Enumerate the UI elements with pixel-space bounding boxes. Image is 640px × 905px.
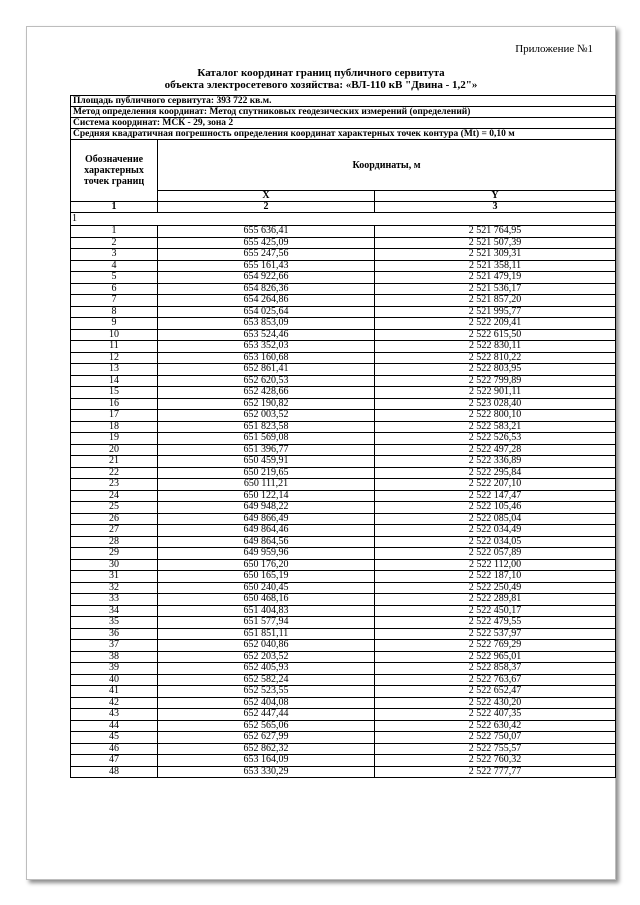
point-number: 22 bbox=[71, 467, 158, 479]
y-coordinate: 2 522 858,37 bbox=[375, 663, 616, 675]
table-row bbox=[71, 651, 616, 663]
point-number: 44 bbox=[71, 720, 158, 732]
x-coordinate: 655 161,43 bbox=[158, 260, 375, 272]
table-row bbox=[71, 755, 616, 767]
x-coordinate: 652 405,93 bbox=[158, 663, 375, 675]
x-coordinate: 652 203,52 bbox=[158, 651, 375, 663]
table-row bbox=[71, 306, 616, 318]
point-number: 48 bbox=[71, 766, 158, 778]
point-number: 12 bbox=[71, 352, 158, 364]
y-coordinate: 2 522 800,10 bbox=[375, 410, 616, 422]
table-row bbox=[71, 456, 616, 468]
point-number: 27 bbox=[71, 525, 158, 537]
y-coordinate: 2 522 057,89 bbox=[375, 548, 616, 560]
x-header: X bbox=[158, 191, 375, 202]
y-coordinate: 2 522 209,41 bbox=[375, 318, 616, 330]
table-row bbox=[71, 295, 616, 307]
x-coordinate: 649 864,56 bbox=[158, 536, 375, 548]
coordinate-system-info: Система координат: МСК - 29, зона 2 bbox=[71, 118, 616, 129]
x-coordinate: 652 582,24 bbox=[158, 674, 375, 686]
x-coordinate: 654 922,66 bbox=[158, 272, 375, 284]
table-row bbox=[71, 559, 616, 571]
table-row bbox=[71, 237, 616, 249]
table-row bbox=[71, 513, 616, 525]
x-coordinate: 652 447,44 bbox=[158, 709, 375, 721]
x-coordinate: 653 164,09 bbox=[158, 755, 375, 767]
x-coordinate: 652 190,82 bbox=[158, 398, 375, 410]
table-row bbox=[71, 341, 616, 353]
y-coordinate: 2 522 295,84 bbox=[375, 467, 616, 479]
point-number: 17 bbox=[71, 410, 158, 422]
y-coordinate: 2 522 479,55 bbox=[375, 617, 616, 629]
table-row bbox=[71, 697, 616, 709]
y-coordinate: 2 522 497,28 bbox=[375, 444, 616, 456]
y-coordinate: 2 522 763,67 bbox=[375, 674, 616, 686]
x-coordinate: 649 948,22 bbox=[158, 502, 375, 514]
point-number: 36 bbox=[71, 628, 158, 640]
table-row bbox=[71, 582, 616, 594]
table-row bbox=[71, 352, 616, 364]
y-coordinate: 2 521 358,11 bbox=[375, 260, 616, 272]
point-number: 19 bbox=[71, 433, 158, 445]
x-coordinate: 653 160,68 bbox=[158, 352, 375, 364]
y-coordinate: 2 522 034,05 bbox=[375, 536, 616, 548]
table-row bbox=[71, 525, 616, 537]
y-coordinate: 2 522 830,11 bbox=[375, 341, 616, 353]
x-coordinate: 654 264,86 bbox=[158, 295, 375, 307]
coordinates-table bbox=[70, 95, 616, 778]
y-coordinate: 2 522 526,53 bbox=[375, 433, 616, 445]
table-row bbox=[71, 467, 616, 479]
table-row bbox=[71, 571, 616, 583]
point-number: 43 bbox=[71, 709, 158, 721]
y-coordinate: 2 522 112,00 bbox=[375, 559, 616, 571]
x-coordinate: 652 861,41 bbox=[158, 364, 375, 376]
x-coordinate: 649 866,49 bbox=[158, 513, 375, 525]
x-coordinate: 649 864,46 bbox=[158, 525, 375, 537]
point-number: 28 bbox=[71, 536, 158, 548]
x-coordinate: 651 404,83 bbox=[158, 605, 375, 617]
table-row bbox=[71, 490, 616, 502]
y-coordinate: 2 522 450,17 bbox=[375, 605, 616, 617]
x-coordinate: 652 862,32 bbox=[158, 743, 375, 755]
y-coordinate: 2 522 085,04 bbox=[375, 513, 616, 525]
point-number: 24 bbox=[71, 490, 158, 502]
y-coordinate: 2 522 777,77 bbox=[375, 766, 616, 778]
y-coordinate: 2 522 965,01 bbox=[375, 651, 616, 663]
point-number: 41 bbox=[71, 686, 158, 698]
table-row bbox=[71, 502, 616, 514]
table-row bbox=[71, 766, 616, 778]
y-coordinate: 2 522 810,22 bbox=[375, 352, 616, 364]
y-coordinate: 2 522 034,49 bbox=[375, 525, 616, 537]
point-number: 31 bbox=[71, 571, 158, 583]
point-number: 46 bbox=[71, 743, 158, 755]
point-number: 5 bbox=[71, 272, 158, 284]
table-row bbox=[71, 479, 616, 491]
table-row bbox=[71, 272, 616, 284]
x-coordinate: 655 247,56 bbox=[158, 249, 375, 261]
table-row bbox=[71, 663, 616, 675]
table-row bbox=[71, 628, 616, 640]
table-row bbox=[71, 433, 616, 445]
y-coordinate: 2 523 028,40 bbox=[375, 398, 616, 410]
table-row bbox=[71, 387, 616, 399]
table-row bbox=[71, 364, 616, 376]
x-coordinate: 650 111,21 bbox=[158, 479, 375, 491]
y-coordinate: 2 522 803,95 bbox=[375, 364, 616, 376]
point-number: 15 bbox=[71, 387, 158, 399]
x-coordinate: 650 240,45 bbox=[158, 582, 375, 594]
point-number: 30 bbox=[71, 559, 158, 571]
column-number-3: 3 bbox=[375, 202, 616, 213]
x-coordinate: 654 826,36 bbox=[158, 283, 375, 295]
x-coordinate: 652 003,52 bbox=[158, 410, 375, 422]
table-row bbox=[71, 594, 616, 606]
table-row bbox=[71, 318, 616, 330]
table-row bbox=[71, 329, 616, 341]
point-number: 8 bbox=[71, 306, 158, 318]
y-coordinate: 2 522 430,20 bbox=[375, 697, 616, 709]
point-number: 23 bbox=[71, 479, 158, 491]
table-row bbox=[71, 617, 616, 629]
table-row bbox=[71, 709, 616, 721]
point-number: 7 bbox=[71, 295, 158, 307]
title-line-1: Каталог координат границ публичного сервитута bbox=[197, 67, 445, 79]
point-number: 32 bbox=[71, 582, 158, 594]
table-row bbox=[71, 720, 616, 732]
x-coordinate: 652 404,08 bbox=[158, 697, 375, 709]
point-number: 11 bbox=[71, 341, 158, 353]
point-number: 37 bbox=[71, 640, 158, 652]
point-number: 13 bbox=[71, 364, 158, 376]
x-coordinate: 654 025,64 bbox=[158, 306, 375, 318]
y-coordinate: 2 522 760,32 bbox=[375, 755, 616, 767]
table-row bbox=[71, 640, 616, 652]
y-header: Y bbox=[375, 191, 616, 202]
x-coordinate: 651 823,58 bbox=[158, 421, 375, 433]
contour-label: 1 bbox=[71, 213, 616, 226]
point-number: 16 bbox=[71, 398, 158, 410]
coordinates-header: Координаты, м bbox=[158, 140, 616, 191]
y-coordinate: 2 522 630,42 bbox=[375, 720, 616, 732]
point-number: 18 bbox=[71, 421, 158, 433]
table-row bbox=[71, 283, 616, 295]
x-coordinate: 650 459,91 bbox=[158, 456, 375, 468]
column-number-2: 2 bbox=[158, 202, 375, 213]
x-coordinate: 652 565,06 bbox=[158, 720, 375, 732]
x-coordinate: 652 620,53 bbox=[158, 375, 375, 387]
y-coordinate: 2 522 336,89 bbox=[375, 456, 616, 468]
table-row bbox=[71, 605, 616, 617]
title-line-2: объекта электросетевого хозяйства: «ВЛ-110 кВ "Двина - 1,2"» bbox=[164, 79, 478, 91]
x-coordinate: 650 122,14 bbox=[158, 490, 375, 502]
designation-header: Обозначение характерных точек границ bbox=[71, 140, 158, 202]
x-coordinate: 653 352,03 bbox=[158, 341, 375, 353]
table-row bbox=[71, 249, 616, 261]
y-coordinate: 2 522 289,81 bbox=[375, 594, 616, 606]
y-coordinate: 2 521 479,19 bbox=[375, 272, 616, 284]
y-coordinate: 2 522 615,50 bbox=[375, 329, 616, 341]
y-coordinate: 2 522 769,29 bbox=[375, 640, 616, 652]
table-row bbox=[71, 421, 616, 433]
area-info: Площадь публичного сервитута: 393 722 кв.м. bbox=[71, 96, 616, 107]
accuracy-info: Средняя квадратичная погрешность определения координат характерных точек контура (Mt) = 0,10 м bbox=[71, 129, 616, 140]
table-row bbox=[71, 444, 616, 456]
x-coordinate: 650 468,16 bbox=[158, 594, 375, 606]
column-number-1: 1 bbox=[71, 202, 158, 213]
point-number: 45 bbox=[71, 732, 158, 744]
table-row bbox=[71, 686, 616, 698]
table-row bbox=[71, 743, 616, 755]
point-number: 10 bbox=[71, 329, 158, 341]
point-number: 20 bbox=[71, 444, 158, 456]
document-title bbox=[27, 67, 615, 91]
y-coordinate: 2 521 764,95 bbox=[375, 226, 616, 238]
point-number: 9 bbox=[71, 318, 158, 330]
point-number: 29 bbox=[71, 548, 158, 560]
x-coordinate: 650 176,20 bbox=[158, 559, 375, 571]
table-row bbox=[71, 375, 616, 387]
point-number: 6 bbox=[71, 283, 158, 295]
y-coordinate: 2 522 901,11 bbox=[375, 387, 616, 399]
method-info: Метод определения координат: Метод спутниковых геодезических измерений (определений) bbox=[71, 107, 616, 118]
y-coordinate: 2 522 407,35 bbox=[375, 709, 616, 721]
point-number: 35 bbox=[71, 617, 158, 629]
y-coordinate: 2 522 750,07 bbox=[375, 732, 616, 744]
point-number: 38 bbox=[71, 651, 158, 663]
point-number: 34 bbox=[71, 605, 158, 617]
y-coordinate: 2 522 250,49 bbox=[375, 582, 616, 594]
y-coordinate: 2 521 507,39 bbox=[375, 237, 616, 249]
annex-label: Приложение №1 bbox=[515, 43, 593, 55]
table-row bbox=[71, 398, 616, 410]
x-coordinate: 653 524,46 bbox=[158, 329, 375, 341]
y-coordinate: 2 521 309,31 bbox=[375, 249, 616, 261]
x-coordinate: 655 636,41 bbox=[158, 226, 375, 238]
x-coordinate: 655 425,09 bbox=[158, 237, 375, 249]
x-coordinate: 652 040,86 bbox=[158, 640, 375, 652]
point-number: 14 bbox=[71, 375, 158, 387]
table-row bbox=[71, 410, 616, 422]
point-number: 4 bbox=[71, 260, 158, 272]
point-number: 42 bbox=[71, 697, 158, 709]
y-coordinate: 2 521 857,20 bbox=[375, 295, 616, 307]
y-coordinate: 2 522 207,10 bbox=[375, 479, 616, 491]
x-coordinate: 651 577,94 bbox=[158, 617, 375, 629]
y-coordinate: 2 522 105,46 bbox=[375, 502, 616, 514]
point-number: 1 bbox=[71, 226, 158, 238]
point-number: 21 bbox=[71, 456, 158, 468]
y-coordinate: 2 522 652,47 bbox=[375, 686, 616, 698]
y-coordinate: 2 522 755,57 bbox=[375, 743, 616, 755]
table-row bbox=[71, 226, 616, 238]
table-row bbox=[71, 260, 616, 272]
x-coordinate: 651 851,11 bbox=[158, 628, 375, 640]
y-coordinate: 2 521 995,77 bbox=[375, 306, 616, 318]
x-coordinate: 653 853,09 bbox=[158, 318, 375, 330]
y-coordinate: 2 521 536,17 bbox=[375, 283, 616, 295]
x-coordinate: 652 627,99 bbox=[158, 732, 375, 744]
x-coordinate: 650 219,65 bbox=[158, 467, 375, 479]
point-number: 39 bbox=[71, 663, 158, 675]
table-row bbox=[71, 548, 616, 560]
point-number: 25 bbox=[71, 502, 158, 514]
point-number: 3 bbox=[71, 249, 158, 261]
point-number: 2 bbox=[71, 237, 158, 249]
point-number: 47 bbox=[71, 755, 158, 767]
table-row bbox=[71, 674, 616, 686]
table-row bbox=[71, 536, 616, 548]
x-coordinate: 652 428,66 bbox=[158, 387, 375, 399]
x-coordinate: 651 396,77 bbox=[158, 444, 375, 456]
x-coordinate: 652 523,55 bbox=[158, 686, 375, 698]
y-coordinate: 2 522 799,89 bbox=[375, 375, 616, 387]
document-page bbox=[26, 26, 616, 880]
y-coordinate: 2 522 537,97 bbox=[375, 628, 616, 640]
y-coordinate: 2 522 187,10 bbox=[375, 571, 616, 583]
table-row bbox=[71, 732, 616, 744]
x-coordinate: 649 959,96 bbox=[158, 548, 375, 560]
y-coordinate: 2 522 583,21 bbox=[375, 421, 616, 433]
x-coordinate: 653 330,29 bbox=[158, 766, 375, 778]
point-number: 33 bbox=[71, 594, 158, 606]
y-coordinate: 2 522 147,47 bbox=[375, 490, 616, 502]
point-number: 40 bbox=[71, 674, 158, 686]
x-coordinate: 650 165,19 bbox=[158, 571, 375, 583]
x-coordinate: 651 569,08 bbox=[158, 433, 375, 445]
point-number: 26 bbox=[71, 513, 158, 525]
